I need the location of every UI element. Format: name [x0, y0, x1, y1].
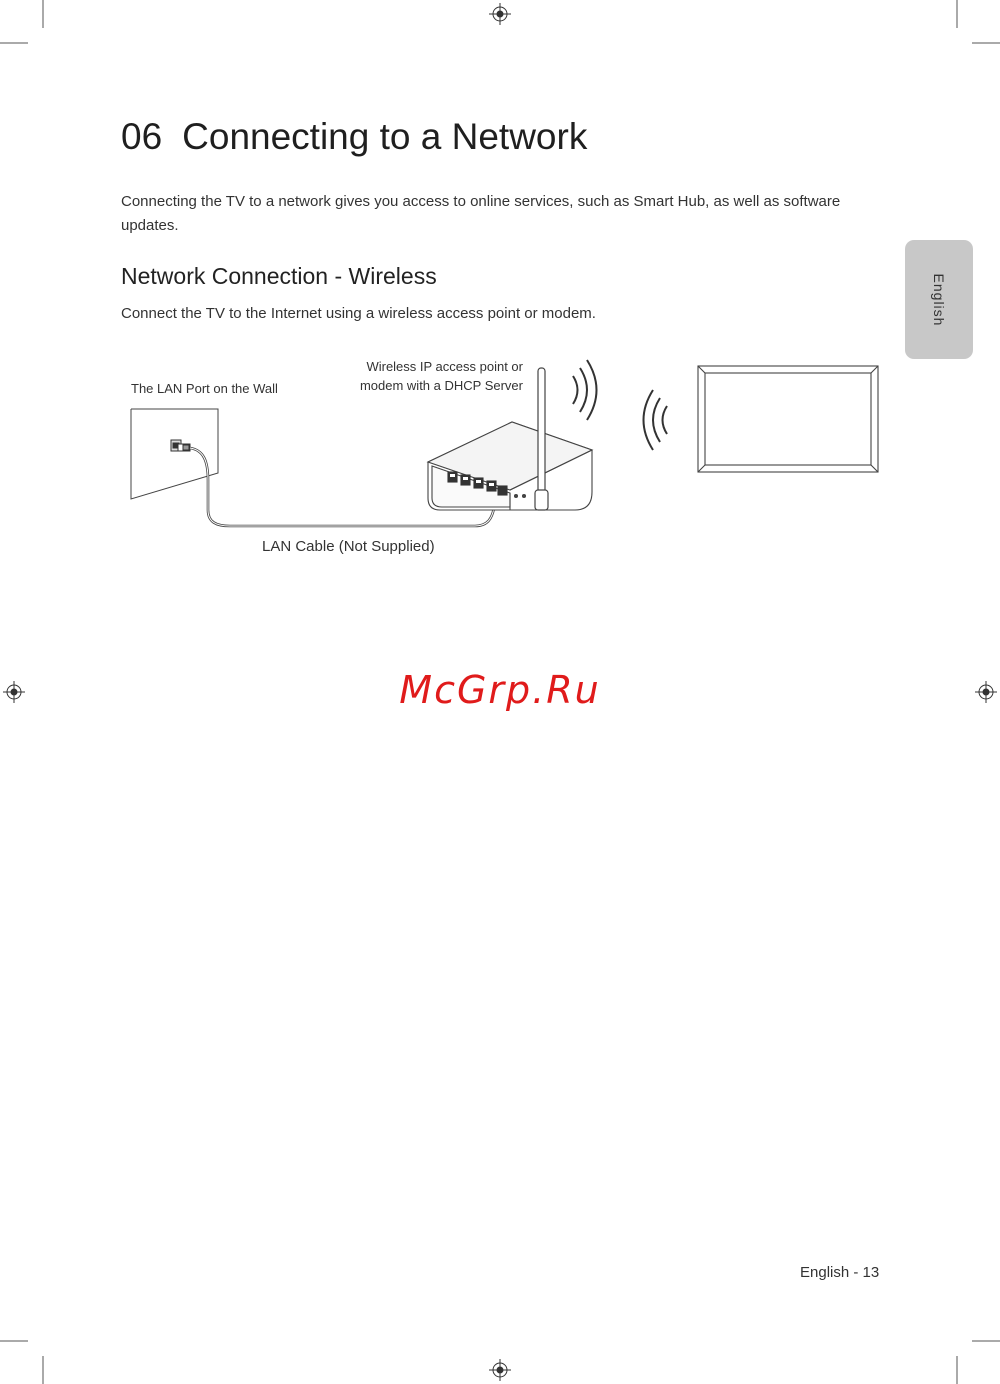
page-number: English - 13 — [800, 1264, 880, 1281]
router-wifi-signal-icon — [573, 360, 597, 420]
wireless-connection-diagram — [120, 350, 890, 565]
access-point-label-line1: Wireless IP access point or — [366, 359, 523, 374]
language-tab-label: English — [931, 273, 947, 326]
chapter-title-text: Connecting to a Network — [182, 116, 588, 157]
wall-lan-port-icon — [171, 440, 190, 451]
language-tab — [905, 240, 973, 359]
wall-panel — [131, 409, 218, 499]
tv-wifi-signal-icon — [644, 390, 668, 450]
tv-icon — [698, 366, 878, 472]
access-point-label — [330, 357, 523, 395]
registration-mark-top — [489, 3, 511, 25]
section-title: Network Connection - Wireless — [121, 263, 437, 289]
access-point-label-line2: modem with a DHCP Server — [359, 378, 523, 393]
lan-cable-label: LAN Cable (Not Supplied) — [262, 538, 435, 555]
registration-mark-bottom — [489, 1359, 511, 1381]
chapter-number: 06 — [121, 116, 163, 157]
router-icon — [428, 422, 592, 510]
wall-port-label: The LAN Port on the Wall — [131, 381, 278, 396]
chapter-title — [121, 116, 587, 158]
section-description: Connect the TV to the Internet using a wireless access point or modem. — [121, 305, 596, 322]
watermark: McGrp.Ru — [399, 668, 601, 712]
intro-paragraph: Connecting the TV to a network gives you access to online services, such as Smart Hub, as well as software updates. — [121, 193, 841, 234]
